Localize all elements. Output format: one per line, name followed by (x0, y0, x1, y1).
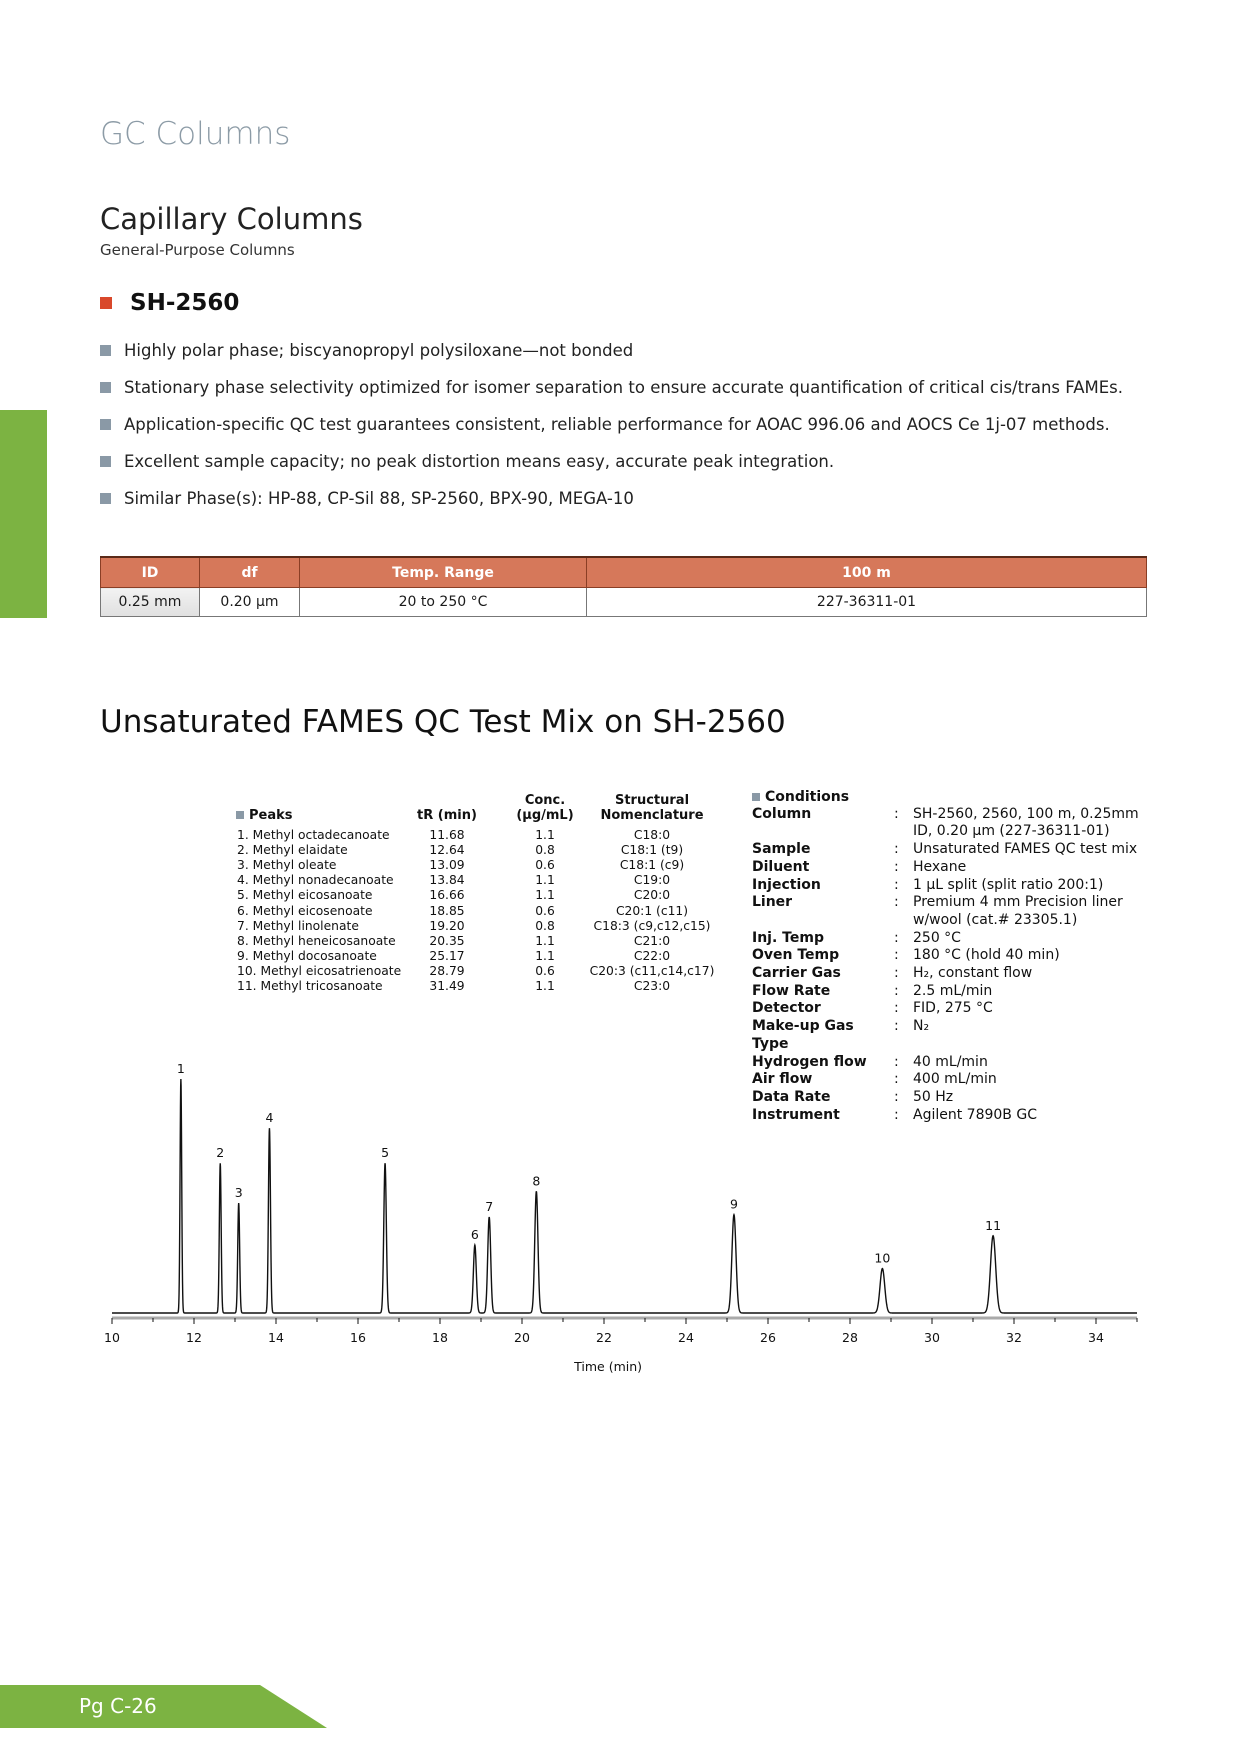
x-tick-label: 16 (350, 1330, 366, 1345)
feature-item (100, 369, 1123, 406)
peak-name: 2. Methyl elaidate (237, 843, 348, 858)
condition-row (752, 877, 1153, 895)
peak-name: 4. Methyl nonadecanoate (237, 873, 394, 888)
peak-structure: C20:1 (c11) (615, 903, 689, 918)
peak-tr: 25.17 (429, 948, 465, 963)
conditions-title (752, 788, 1153, 806)
peak-structure: C20:3 (c11,c14,c17) (589, 963, 715, 978)
condition-value: 250 °C (913, 929, 961, 946)
conc-header-line2: (µg/mL) (516, 808, 574, 823)
x-tick-label: 10 (104, 1330, 120, 1345)
x-tick-label: 18 (432, 1330, 448, 1345)
condition-value: Premium 4 mm Precision liner w/wool (cat.# 23305.1) (913, 894, 1123, 928)
spec-table (100, 556, 1147, 617)
condition-value: FID, 275 °C (913, 1000, 993, 1017)
tr-header: tR (min) (417, 808, 477, 823)
peak-name: 11. Methyl tricosanoate (237, 979, 383, 993)
peak-tr: 12.64 (429, 843, 465, 858)
condition-colon: : (894, 1053, 899, 1070)
peak-tr: 19.20 (429, 918, 465, 933)
x-tick-label: 26 (760, 1330, 776, 1345)
condition-colon: : (894, 876, 899, 893)
feature-item (100, 406, 1123, 443)
condition-colon: : (894, 947, 899, 964)
feature-item (100, 332, 1123, 369)
peak-tr: 18.85 (429, 903, 465, 918)
page-subtitle: General-Purpose Columns (100, 241, 295, 259)
condition-value: SH-2560, 2560, 100 m, 0.25mm ID, 0.20 µm (227-36311-01) (913, 805, 1139, 840)
peak-conc: 1.1 (535, 873, 555, 888)
condition-value: Unsaturated FAMES QC test mix (913, 841, 1138, 858)
peak-structure: C20:0 (633, 888, 671, 903)
condition-row (752, 965, 1153, 983)
condition-row (752, 983, 1153, 1001)
peak-label: 8 (532, 1173, 541, 1189)
square-bullet-icon (100, 419, 111, 430)
peak-conc: 0.6 (535, 903, 555, 918)
peak-conc: 1.1 (535, 933, 555, 948)
peak-tr: 31.49 (429, 979, 465, 993)
peak-tr: 20.35 (429, 933, 465, 948)
condition-row (752, 806, 1153, 841)
peak-name: 6. Methyl eicosenoate (237, 903, 373, 918)
feature-text: Excellent sample capacity; no peak distortion means easy, accurate peak integration. (124, 452, 835, 471)
peak-tr: 13.09 (429, 858, 465, 873)
footer-tab (0, 1685, 327, 1728)
condition-value: H₂, constant flow (913, 965, 1033, 982)
peak-label: 5 (381, 1145, 390, 1161)
structure-header-line2: Nomenclature (600, 808, 704, 823)
conditions-title-label: Conditions (765, 788, 850, 805)
condition-value: 1 µL split (split ratio 200:1) (913, 876, 1104, 893)
col-header-df: df (200, 557, 300, 588)
peak-label: 9 (729, 1196, 738, 1212)
condition-colon: : (894, 982, 899, 999)
peak-structure: C19:0 (633, 873, 671, 888)
condition-value: Hexane (913, 858, 967, 875)
page-number: Pg C-26 (79, 1694, 157, 1718)
structure-header-line1: Structural (614, 793, 690, 808)
chromatogram-chart (0, 1040, 1240, 1390)
cell-df: 0.20 µm (200, 588, 300, 617)
application-title: Unsaturated FAMES QC Test Mix on SH-2560 (100, 704, 786, 740)
condition-value: N₂ (913, 1018, 930, 1035)
condition-value: 50 Hz (913, 1088, 954, 1105)
square-bullet-icon (236, 811, 244, 819)
condition-label: Hydrogen flow (752, 1053, 867, 1070)
feature-text: Stationary phase selectivity optimized for isomer separation to ensure accurate quantification of critical cis/trans FAMEs. (124, 378, 1124, 397)
col-header-temp: Temp. Range (300, 557, 587, 588)
peaks-header-label: Peaks (249, 808, 293, 823)
peak-label: 6 (470, 1227, 479, 1243)
x-tick-label: 24 (678, 1330, 694, 1345)
peak-structure: C22:0 (633, 948, 671, 963)
peak-label: 7 (485, 1199, 494, 1215)
condition-colon: : (894, 929, 899, 946)
peak-structure: C23:0 (633, 979, 671, 993)
condition-label: Oven Temp (752, 947, 840, 964)
table-row (101, 588, 1147, 617)
x-tick-label: 20 (514, 1330, 530, 1345)
condition-label: Detector (752, 1000, 821, 1017)
x-tick-label: 34 (1088, 1330, 1104, 1345)
product-name: SH-2560 (130, 290, 240, 316)
condition-row (752, 859, 1153, 877)
peak-conc: 1.1 (535, 948, 555, 963)
peak-name: 3. Methyl oleate (237, 858, 337, 873)
x-tick-label: 30 (924, 1330, 940, 1345)
condition-colon: : (894, 805, 899, 822)
product-heading (100, 290, 239, 316)
condition-label: Air flow (752, 1071, 813, 1088)
condition-value: 400 mL/min (913, 1071, 997, 1088)
feature-text: Highly polar phase; biscyanopropyl polysiloxane—not bonded (124, 341, 634, 360)
condition-label: Liner (752, 894, 793, 911)
peaks-header (236, 808, 293, 823)
peak-name: 1. Methyl octadecanoate (237, 828, 390, 842)
peak-structure: C18:3 (c9,c12,c15) (593, 918, 711, 933)
condition-label: Inj. Temp (752, 929, 824, 946)
condition-label: Carrier Gas (752, 965, 841, 982)
peak-tr: 13.84 (429, 873, 465, 888)
condition-value: 180 °C (hold 40 min) (913, 947, 1060, 964)
condition-row (752, 930, 1153, 948)
peak-name: 8. Methyl heneicosanoate (237, 933, 396, 948)
condition-label: Column (752, 805, 812, 822)
peak-tr: 16.66 (429, 888, 465, 903)
condition-label: Flow Rate (752, 982, 831, 999)
condition-row (752, 947, 1153, 965)
peak-structure: C18:1 (t9) (620, 843, 684, 858)
peak-label: 10 (874, 1250, 891, 1266)
square-bullet-icon (100, 345, 111, 356)
side-tab-marker (0, 410, 47, 618)
condition-label: Sample (752, 841, 811, 858)
cell-catalog: 227-36311-01 (587, 588, 1147, 617)
peak-label: 4 (265, 1110, 274, 1126)
peak-conc: 0.6 (535, 963, 555, 978)
peak-structure: C18:1 (c9) (619, 858, 685, 873)
condition-label: Injection (752, 876, 821, 893)
square-bullet-icon (100, 456, 111, 467)
condition-colon: : (894, 1106, 899, 1123)
section-title: GC Columns (100, 116, 291, 152)
condition-label: Diluent (752, 858, 810, 875)
peak-name: 10. Methyl eicosatrienoate (237, 963, 402, 978)
x-tick-label: 12 (186, 1330, 202, 1345)
condition-colon: : (894, 1088, 899, 1105)
peak-conc: 1.1 (535, 888, 555, 903)
x-tick-label: 14 (268, 1330, 284, 1345)
peak-conc: 0.8 (535, 918, 555, 933)
peak-name: 9. Methyl docosanoate (237, 948, 377, 963)
condition-colon: : (894, 841, 899, 858)
peak-structure: C21:0 (633, 933, 671, 948)
x-tick-label: 22 (596, 1330, 612, 1345)
feature-item (100, 443, 1123, 480)
col-header-length: 100 m (587, 557, 1147, 588)
x-tick-label: 28 (842, 1330, 858, 1345)
square-bullet-icon (100, 297, 112, 309)
condition-label: Instrument (752, 1106, 840, 1123)
peak-label: 11 (985, 1217, 1002, 1233)
peak-conc: 1.1 (535, 979, 555, 993)
col-header-id: ID (101, 557, 200, 588)
peak-tr: 28.79 (429, 963, 465, 978)
x-tick-label: 32 (1006, 1330, 1022, 1345)
condition-value: 40 mL/min (913, 1053, 988, 1070)
feature-text: Application-specific QC test guarantees consistent, reliable performance for AOAC 996.06 and AOCS Ce 1j-07 methods. (124, 415, 1110, 434)
feature-item (100, 480, 1123, 517)
x-axis-label: Time (min) (574, 1359, 643, 1374)
peak-label: 3 (234, 1185, 243, 1201)
square-bullet-icon (100, 382, 111, 393)
peak-conc: 1.1 (535, 828, 555, 842)
condition-colon: : (894, 1000, 899, 1017)
peak-conc: 0.6 (535, 858, 555, 873)
square-bullet-icon (100, 493, 111, 504)
condition-row (752, 894, 1153, 929)
condition-label: Data Rate (752, 1088, 831, 1105)
condition-colon: : (894, 965, 899, 982)
condition-value: Agilent 7890B GC (913, 1106, 1037, 1123)
condition-row (752, 841, 1153, 859)
page-title: Capillary Columns (100, 202, 363, 236)
cell-temp: 20 to 250 °C (300, 588, 587, 617)
condition-label: Make-up Gas Type (752, 1018, 854, 1052)
square-bullet-icon (752, 793, 760, 801)
condition-colon: : (894, 1018, 899, 1035)
structure-header (582, 793, 722, 823)
feature-text: Similar Phase(s): HP-88, CP-Sil 88, SP-2560, BPX-90, MEGA-10 (124, 489, 634, 508)
peak-tr: 11.68 (429, 828, 465, 842)
peak-label: 2 (216, 1145, 225, 1161)
feature-list (100, 332, 1123, 517)
conc-header-line1: Conc. (524, 793, 566, 808)
condition-colon: : (894, 858, 899, 875)
peak-label: 1 (176, 1061, 185, 1076)
cell-id: 0.25 mm (101, 588, 200, 617)
peak-name: 5. Methyl eicosanoate (237, 888, 373, 903)
condition-value: 2.5 mL/min (913, 982, 993, 999)
condition-row (752, 1000, 1153, 1018)
condition-colon: : (894, 894, 899, 911)
peak-conc: 0.8 (535, 843, 555, 858)
peak-name: 7. Methyl linolenate (237, 918, 359, 933)
peak-structure: C18:0 (633, 828, 671, 842)
condition-colon: : (894, 1071, 899, 1088)
